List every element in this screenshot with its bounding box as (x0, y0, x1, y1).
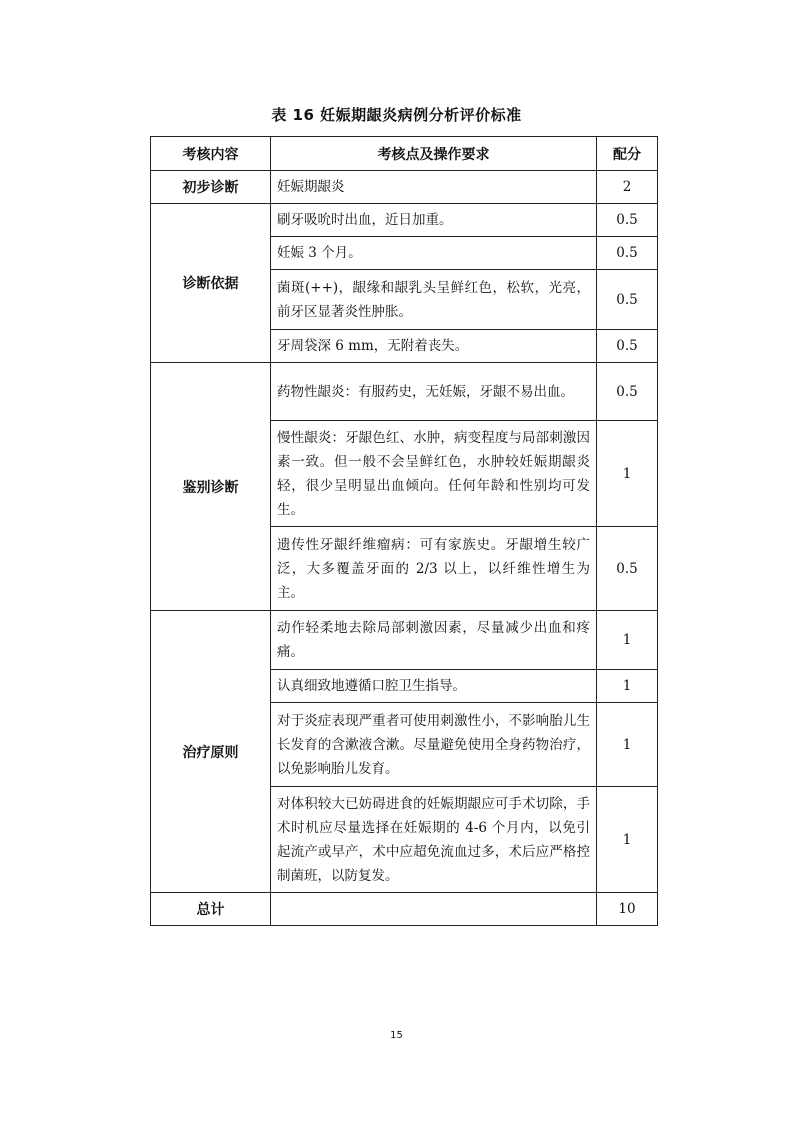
header-category: 考核内容 (151, 137, 271, 171)
score-cell: 0.5 (597, 330, 658, 363)
table-row (151, 171, 658, 204)
table-row (151, 204, 658, 237)
total-row (151, 893, 658, 926)
requirement-cell: 慢性龈炎：牙龈色红、水肿，病变程度与局部刺激因素一致。但一般不会呈鲜红色，水肿较妊娠期龈炎轻，很少呈明显出血倾向。任何年龄和性别均可发生。 (271, 421, 597, 527)
table-title: 表 16 妊娠期龈炎病例分析评价标准 (271, 106, 522, 124)
requirement-cell: 认真细致地遵循口腔卫生指导。 (271, 670, 597, 703)
score-cell: 0.5 (597, 204, 658, 237)
score-cell: 1 (597, 421, 658, 527)
requirement-cell: 遗传性牙龈纤维瘤病：可有家族史。牙龈增生较广泛，大多覆盖牙面的 2/3 以上，以纤维性增生为主。 (271, 527, 597, 611)
score-cell: 0.5 (597, 527, 658, 611)
category-cell: 诊断依据 (151, 204, 271, 363)
header-score: 配分 (597, 137, 658, 171)
requirement-cell: 动作轻柔地去除局部刺激因素，尽量减少出血和疼痛。 (271, 611, 597, 670)
category-cell: 鉴别诊断 (151, 363, 271, 611)
requirement-cell: 刷牙吸吮时出血，近日加重。 (271, 204, 597, 237)
evaluation-table (150, 136, 658, 926)
score-cell: 0.5 (597, 363, 658, 421)
table-row (151, 611, 658, 670)
requirement-cell: 对于炎症表现严重者可使用刺激性小，不影响胎儿生长发育的含漱液含漱。尽量避免使用全身药物治疗，以免影响胎儿发育。 (271, 703, 597, 787)
score-cell: 0.5 (597, 237, 658, 270)
header-row (151, 137, 658, 171)
requirement-cell: 牙周袋深 6 mm，无附着丧失。 (271, 330, 597, 363)
total-label: 总计 (151, 893, 271, 926)
requirement-cell: 妊娠 3 个月。 (271, 237, 597, 270)
requirement-cell (271, 893, 597, 926)
score-cell: 1 (597, 787, 658, 893)
category-cell: 治疗原则 (151, 611, 271, 893)
header-requirement: 考核点及操作要求 (271, 137, 597, 171)
requirement-cell: 菌斑(++)，龈缘和龈乳头呈鲜红色，松软，光亮，前牙区显著炎性肿胀。 (271, 270, 597, 330)
score-cell: 1 (597, 670, 658, 703)
score-cell: 1 (597, 611, 658, 670)
requirement-cell: 药物性龈炎：有服药史，无妊娠，牙龈不易出血。 (271, 363, 597, 421)
table-row (151, 363, 658, 421)
score-cell: 2 (597, 171, 658, 204)
score-cell: 0.5 (597, 270, 658, 330)
total-score: 10 (597, 893, 658, 926)
requirement-cell: 对体积较大已妨碍进食的妊娠期龈应可手术切除，手术时机应尽量选择在妊娠期的 4-6 个月内，以免引起流产或早产，术中应超免流血过多，术后应严格控制菌班，以防复发。 (271, 787, 597, 893)
requirement-cell: 妊娠期龈炎 (271, 171, 597, 204)
category-cell: 初步诊断 (151, 171, 271, 204)
score-cell: 1 (597, 703, 658, 787)
page-number: 15 (390, 1030, 403, 1041)
